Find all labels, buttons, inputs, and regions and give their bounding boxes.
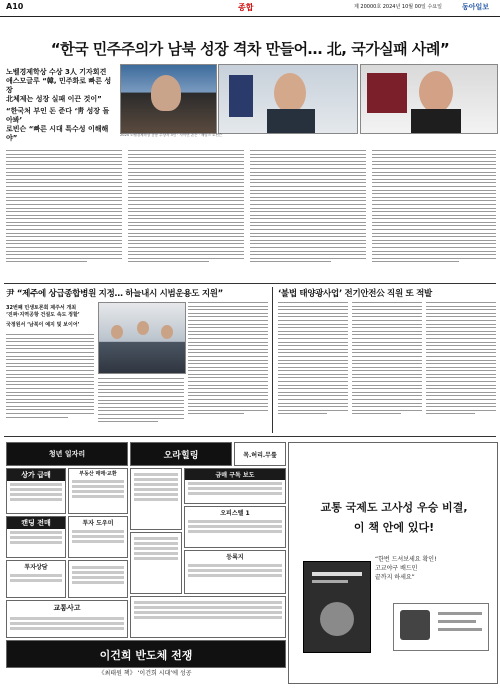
story3-headline: ‘불법 태양광사업’ 전기안전公 직원 또 적발 — [278, 289, 432, 299]
person-jacket — [411, 109, 461, 133]
lead-subhead: 北체제는 성장 실패 이끈 것이” — [6, 95, 102, 103]
lead-photo-2 — [218, 64, 358, 134]
banner-title: 이건희 반도체 전쟁 — [99, 649, 193, 662]
page-number: A10 — [6, 2, 24, 11]
text-column — [6, 150, 122, 265]
book-cover-image — [303, 561, 371, 653]
story3-body-col2 — [352, 302, 422, 432]
book-cover-art — [320, 602, 354, 636]
caption-text: 2024 노벨경제학상 공동 수상자 3인 — [120, 133, 177, 137]
ad-title: 부동산 매매·교환 — [79, 471, 117, 477]
ad-box — [184, 468, 286, 504]
lead-subhead: 노벨경제학상 수상 3人 기자회견 — [6, 68, 107, 76]
issue-date: 제 20000호 2024년 10월 00일 수요일 — [354, 4, 442, 10]
book-ad-quote — [375, 555, 485, 582]
ad-box — [6, 468, 66, 514]
ad-divider — [4, 436, 496, 437]
product-shape — [400, 610, 430, 640]
story2-body-col3 — [188, 302, 268, 432]
ad-title: 금매 구독 보도 — [185, 469, 285, 480]
page-header — [0, 0, 500, 17]
ad-box — [6, 560, 66, 598]
newspaper-logo: 동아일보 — [462, 3, 490, 11]
lead-photo-1 — [120, 64, 217, 134]
ad-box — [68, 468, 128, 514]
book-ad-line1: 교통 국제도 고사성 우승 비결, — [320, 501, 468, 514]
ad-box — [130, 468, 182, 530]
column-divider — [272, 287, 273, 433]
lead-photo-caption: 2024 노벨경제학상 공동 수상자 3인 · 사이먼 존슨 · 제임스 로빈슨 — [120, 133, 223, 137]
section-divider — [4, 283, 496, 284]
banner-subtitle: 《최태원 책》 ‘이건희 시대’에 성공 — [98, 670, 192, 677]
ad-title: 목.허리.무릎 — [243, 452, 277, 459]
story2-subhead: 32번째 민생토론회 제주서 개최 — [6, 305, 77, 311]
story2-body-col2 — [98, 378, 184, 432]
ad-title: 청년 일자리 — [48, 450, 86, 458]
ad-box — [6, 600, 128, 638]
quote-line: 고교야구 배드민 — [375, 565, 418, 572]
story2-headline: 尹 “제주에 상급종합병원 지정… 하늘내시 시범운용도 지원” — [6, 289, 223, 299]
ad-title: 등록지 — [226, 554, 244, 561]
ad-title: 교통사고 — [53, 604, 81, 612]
lead-subhead: “한국처 부인 돈 준다 ‘靑 성장 돌아봐’ — [6, 107, 110, 124]
text-column — [128, 150, 244, 265]
lead-body — [6, 150, 496, 278]
quote-line: 끝까지 하세요” — [375, 574, 415, 581]
book-cover-subtitle — [312, 580, 348, 583]
story2-body-col1 — [6, 334, 94, 432]
product-image — [393, 603, 489, 651]
story2-photo — [98, 302, 186, 374]
book-ad — [288, 442, 498, 684]
caption-text: 제임스 로빈슨 — [200, 133, 223, 137]
ad-box — [68, 560, 128, 598]
lead-photo-3 — [360, 64, 498, 134]
person-face — [111, 325, 123, 339]
book-banner — [6, 640, 286, 668]
person-face — [161, 325, 173, 339]
quote-line: “한번 드셔보세요 확인! — [375, 556, 437, 563]
lead-subhead: 애스모글루 “韓, 민주화로 빠른 성장 — [6, 77, 112, 94]
ad-top-left — [6, 442, 128, 466]
ad-title: 상가 급매 — [7, 469, 65, 481]
ad-box — [184, 506, 286, 548]
ad-title: 캔딩 전매 — [7, 517, 65, 529]
book-cover-title — [312, 572, 362, 576]
book-ad-line2: 이 책 안에 있다! — [353, 521, 435, 534]
person-face — [274, 73, 306, 113]
person-jacket — [267, 109, 315, 133]
ad-title: 투자상담 — [24, 564, 48, 571]
ad-box — [184, 550, 286, 594]
lead-headline: “한국 민주주의가 남북 성장 격차 만들어… 北, 국가실패 사례” — [50, 40, 450, 58]
text-column — [250, 150, 366, 265]
ad-box — [130, 532, 182, 594]
story2-subhead: 국정원서 ‘남북이 예지 및 보이어’ — [6, 322, 80, 328]
ad-title: 투자 도우미 — [82, 520, 114, 527]
ad-tab — [234, 442, 286, 466]
ad-box — [130, 596, 286, 638]
person-face — [151, 75, 181, 111]
story2-subhead: ‘진짜·지역공항 건설도 속도 정할’ — [6, 312, 80, 318]
text-column — [372, 150, 496, 265]
ad-box — [68, 516, 128, 558]
story3-body-col1 — [278, 302, 348, 432]
banner — [229, 75, 253, 117]
university-logo — [367, 73, 407, 113]
story3-body-col3 — [426, 302, 496, 432]
person-face — [137, 321, 149, 335]
story2-subheads — [6, 305, 94, 329]
ad-box — [6, 516, 66, 558]
person-face — [419, 71, 453, 113]
lead-subheads — [6, 68, 116, 143]
ad-top-mid — [130, 442, 232, 466]
caption-text: 사이먼 존슨 — [179, 133, 198, 137]
section-label: 종합 — [238, 3, 254, 12]
ad-title: 오라힐링 — [163, 451, 199, 461]
lead-subhead: 로빈슨 “빠른 시대 특수성 이해해야” — [6, 125, 109, 142]
ad-title: 오피스텔 1 — [220, 510, 250, 517]
